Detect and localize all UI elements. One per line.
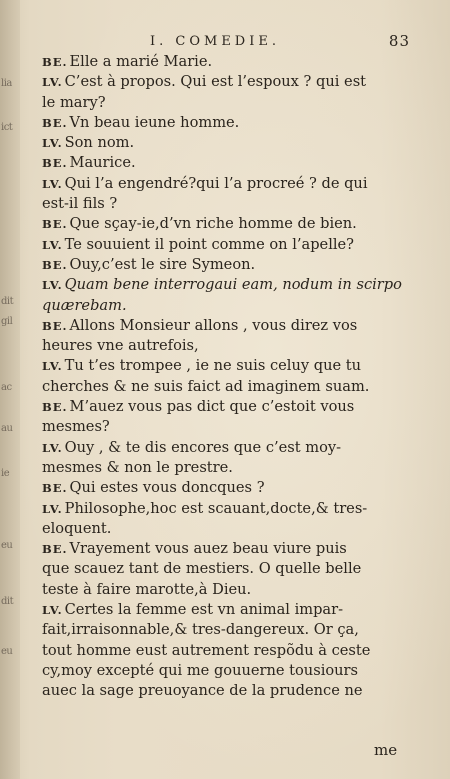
line-text: fait,irraisonnable,& tres-dangereux. Or ça, <box>42 621 359 639</box>
line-text: eloquent. <box>42 519 112 537</box>
line-text: Son nom. <box>64 134 135 152</box>
line-text: Te souuient il point comme on l’apelle? <box>64 235 354 253</box>
line-text: est-il fils ? <box>42 195 118 213</box>
text-line <box>42 661 410 681</box>
line-text: heures vne autrefois, <box>42 337 199 355</box>
text-line <box>42 133 410 153</box>
text-line <box>42 113 410 133</box>
speaker-label: BE. <box>42 400 68 415</box>
margin-bleed-text: eu <box>1 646 13 657</box>
page-number: 83 <box>388 32 410 50</box>
dialogue-text <box>42 52 410 702</box>
line-text: Maurice. <box>69 154 136 172</box>
text-line <box>42 458 410 478</box>
text-line <box>42 52 410 72</box>
text-line <box>42 153 410 173</box>
line-text: Quam bene interrogaui eam, nodum in scirpo <box>64 276 402 294</box>
speaker-label: LV. <box>42 603 63 618</box>
line-text: Tu t’es trompee , ie ne suis celuy que tu <box>64 357 362 375</box>
text-line <box>42 214 410 234</box>
speaker-label: LV. <box>42 501 63 516</box>
speaker-label: BE. <box>42 115 68 130</box>
line-text: Certes la femme est vn animal impar- <box>64 601 344 619</box>
line-text: Qui estes vous doncques ? <box>69 479 265 497</box>
text-line <box>42 559 410 579</box>
text-line <box>42 235 410 255</box>
speaker-label: LV. <box>42 176 63 191</box>
margin-bleed-text: ie <box>1 468 10 479</box>
speaker-label: BE. <box>42 481 68 496</box>
line-text: M’auez vous pas dict que c’estoit vous <box>69 398 355 416</box>
line-text: teste à faire marotte,à Dieu. <box>42 580 252 598</box>
text-line <box>42 356 410 376</box>
margin-bleed-text: ict <box>1 122 13 133</box>
line-text: cy,moy excepté qui me gouuerne tousiours <box>42 661 359 679</box>
speaker-label: LV. <box>42 136 63 151</box>
line-text: Vn beau ieune homme. <box>69 113 240 131</box>
text-line <box>42 499 410 519</box>
text-line <box>42 641 410 661</box>
speaker-label: BE. <box>42 542 68 557</box>
speaker-label: BE. <box>42 55 68 69</box>
line-text: quærebam. <box>42 296 127 314</box>
line-text: mesmes? <box>42 418 110 436</box>
text-line <box>42 72 410 92</box>
text-line <box>42 438 410 458</box>
line-text: Ouy,c’est le sire Symeon. <box>69 255 256 273</box>
speaker-label: BE. <box>42 217 68 232</box>
line-text: Qui l’a engendré?qui l’a procreé ? de qui <box>64 174 368 192</box>
text-line <box>42 93 410 113</box>
text-line <box>42 255 410 275</box>
margin-bleed-text: au <box>1 423 13 434</box>
line-text: mesmes & non le prestre. <box>42 458 233 476</box>
speaker-label: BE. <box>42 156 68 171</box>
speaker-label: BE. <box>42 257 68 272</box>
text-line <box>42 316 410 336</box>
text-line <box>42 174 410 194</box>
margin-bleed-text: gil <box>1 316 13 327</box>
text-line <box>42 600 410 620</box>
margin-bleed-text: lia <box>1 78 12 89</box>
line-text: Ouy , & te dis encores que c’est moy- <box>64 438 342 456</box>
margin-bleed-text: eu <box>1 540 13 551</box>
margin-bleed-text: ac <box>1 382 12 393</box>
line-text: C’est à propos. Qui est l’espoux ? qui est <box>64 73 367 91</box>
text-line <box>42 417 410 437</box>
speaker-label: LV. <box>42 359 63 374</box>
speaker-label: LV. <box>42 237 63 252</box>
text-line <box>42 478 410 498</box>
speaker-label: BE. <box>42 318 68 333</box>
text-line <box>42 336 410 356</box>
text-line <box>42 539 410 559</box>
text-line <box>42 519 410 539</box>
text-line <box>42 194 410 214</box>
line-text: Que sçay-ie,d’vn riche homme de bien. <box>69 215 357 233</box>
text-line <box>42 580 410 600</box>
margin-bleed-text: dit <box>1 296 14 307</box>
margin-bleed-text: dit <box>1 596 14 607</box>
line-text: que scauez tant de mestiers. O quelle belle <box>42 560 362 578</box>
line-text: tout homme eust autrement respõdu à ceste <box>42 641 371 659</box>
line-text: Elle a marié Marie. <box>69 53 213 70</box>
text-line <box>42 681 410 701</box>
running-title: I. COMEDIE. <box>150 34 280 49</box>
line-text: cherches & ne suis faict ad imaginem suam. <box>42 377 370 395</box>
line-text: le mary? <box>42 93 106 111</box>
text-line <box>42 620 410 640</box>
text-line <box>42 275 410 295</box>
line-text: Philosophe,hoc est scauant,docte,& tres- <box>64 499 368 517</box>
line-text: Vrayement vous auez beau viure puis <box>69 540 347 558</box>
text-line <box>42 296 410 316</box>
speaker-label: LV. <box>42 75 63 90</box>
line-text: auec la sage preuoyance de la prudence ne <box>42 682 363 700</box>
speaker-label: LV. <box>42 440 63 455</box>
text-line <box>42 377 410 397</box>
text-line <box>42 397 410 417</box>
speaker-label: LV. <box>42 278 63 293</box>
catchword: me <box>374 741 398 759</box>
line-text: Allons Monsieur allons , vous direz vos <box>69 316 358 334</box>
